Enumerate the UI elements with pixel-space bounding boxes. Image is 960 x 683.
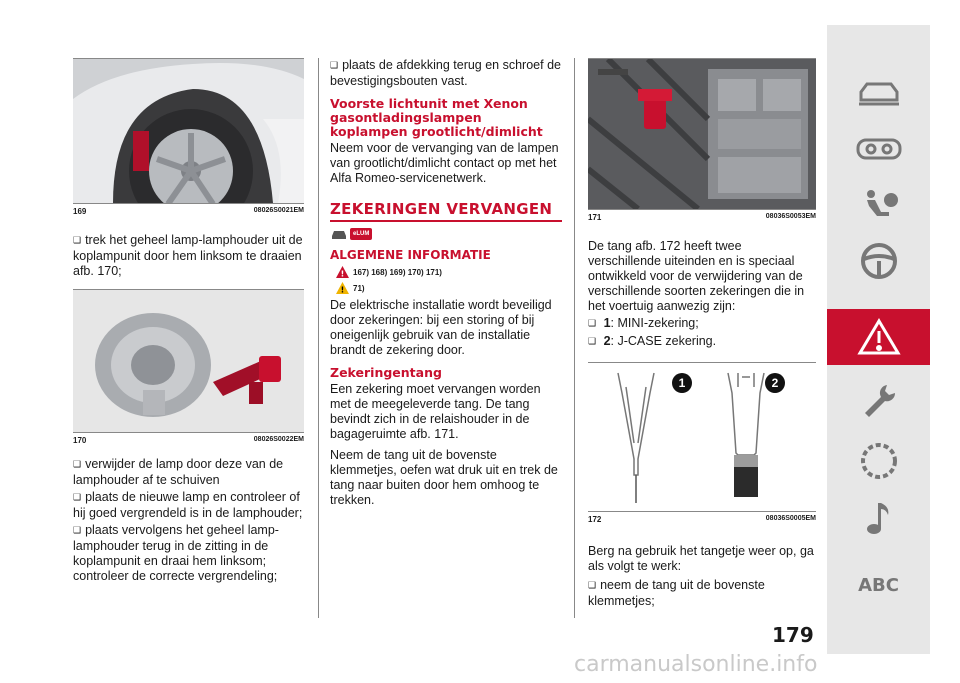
- sidebar-item-dashboard[interactable]: [827, 121, 930, 177]
- general-text: De elektrische installatie wordt beveiligd door zekeringen: bij een storing of bij oneigenlijk gebruik van de installatie brandt de zekering door.: [330, 298, 552, 357]
- figure-number: 172: [588, 515, 602, 524]
- refs-row-1: [336, 266, 562, 278]
- figure-code: 08036S0005EM: [765, 515, 816, 522]
- section-title-text: ZEKERINGEN VERVANGEN: [330, 200, 553, 218]
- abc-icon: ABC: [858, 574, 899, 596]
- page-number: 179: [772, 623, 814, 647]
- elum-row: [330, 228, 562, 240]
- elum-badge: eLUM: [350, 228, 372, 240]
- steering-wheel-icon: [859, 241, 899, 281]
- lamp-holder-illustration: [73, 290, 304, 432]
- caption-171: [588, 213, 816, 222]
- danger-warning-icon: [336, 266, 349, 278]
- sidebar-item-steering[interactable]: [827, 233, 930, 289]
- music-icon: [864, 501, 894, 537]
- sidebar-item-warning[interactable]: [827, 309, 930, 365]
- sidebar-item-car[interactable]: [827, 65, 930, 121]
- caption-170: [73, 436, 304, 445]
- label-2: 2: [765, 373, 785, 393]
- figure-number: 169: [73, 207, 87, 216]
- caution-references: 71): [353, 283, 365, 293]
- tang-heading: Zekeringentang: [330, 365, 442, 380]
- bullet-text: ❑ trek het geheel lamp-lamphouder uit de koplampunit door hem linksom te draaien afb. 170;: [73, 233, 304, 279]
- list-item: ❑ plaats de afdekking terug en schroef de bevestigingsbouten vast.: [330, 58, 562, 89]
- list-item: ❑ plaats vervolgens het geheel lamp-lamphouder terug in de zitting in de koplampunit en draai hem linksom; controleer de correcte vergrendeling;: [73, 523, 304, 584]
- list-item: ❑ plaats de nieuwe lamp en controleer of hij goed vergrendeld is in de lamphouder;: [73, 490, 304, 521]
- list-item: [588, 334, 816, 350]
- figure-172: [588, 362, 816, 512]
- car-icon: [855, 78, 903, 108]
- wheel-arch-illustration: [73, 59, 304, 203]
- tang-intro: De tang afb. 172 heeft twee verschillende uiteinden en is speciaal ontwikkeld voor de verwijdering van de verschillende soorten zekeringen die in het voertuig aanwezig zijn:: [588, 239, 805, 313]
- title-rule: [330, 220, 562, 222]
- tang-text-2: Neem de tang uit de bovenste klemmetjes, oefen wat druk uit en trek de tang naar buiten door hem omhoog te trekken.: [330, 448, 558, 507]
- bullet-list: [73, 457, 304, 584]
- gear-info-icon: [859, 441, 899, 481]
- item-number: 1: [603, 316, 611, 330]
- chapter-sidebar: [827, 25, 930, 654]
- caption-172: [588, 515, 816, 524]
- figure-170: [73, 289, 304, 433]
- caution-warning-icon: [336, 282, 349, 294]
- list-item: [588, 316, 816, 332]
- sidebar-item-wrench[interactable]: [827, 373, 930, 429]
- airbag-icon: [855, 188, 903, 222]
- sidebar-item-abc[interactable]: [827, 557, 930, 613]
- figure-number: 170: [73, 436, 87, 445]
- list-item: ❑ verwijder de lamp door deze van de lamphouder af te schuiven: [73, 457, 304, 488]
- item-text: : MINI-zekering;: [610, 316, 699, 330]
- general-heading: ALGEMENE INFORMATIE: [330, 248, 491, 262]
- svg-text:!: !: [340, 285, 345, 294]
- figure-code: 08026S0022EM: [253, 436, 304, 443]
- svg-text:!: !: [340, 269, 345, 278]
- xenon-text: Neem voor de vervanging van de lampen van grootlicht/dimlicht contact op met het Alfa Romeo-servicenetwerk.: [330, 141, 559, 185]
- sidebar-item-settings[interactable]: [827, 433, 930, 489]
- label-1: 1: [672, 373, 692, 393]
- caption-169: [73, 207, 304, 216]
- car-small-icon: [330, 228, 348, 240]
- list-item: ❑ neem de tang uit de bovenste klemmetjes;: [588, 578, 816, 609]
- item-text: : J-CASE zekering.: [610, 334, 717, 348]
- column-3: [588, 0, 816, 609]
- sidebar-item-airbag[interactable]: [827, 177, 930, 233]
- tang-text-1: Een zekering moet vervangen worden met de meegeleverde tang. De tang bevindt zich in de relaishouder in de bagageruimte afb. 171.: [330, 382, 541, 441]
- section-title: [330, 200, 562, 222]
- warning-icon: [857, 317, 901, 357]
- figure-171: [588, 58, 816, 210]
- sidebar-item-music[interactable]: [827, 491, 930, 547]
- column-divider: [574, 58, 575, 618]
- column-1: [73, 0, 304, 584]
- dashboard-icon: [855, 134, 903, 164]
- fuse-box-illustration: [588, 59, 816, 209]
- column-2: [330, 58, 562, 508]
- watermark: carmanualsonline.info: [574, 652, 818, 677]
- after-text: Berg na gebruik het tangetje weer op, ga als volgt te werk:: [588, 544, 814, 573]
- wrench-icon: [859, 381, 899, 421]
- figure-code: 08036S0053EM: [765, 213, 816, 220]
- figure-number: 171: [588, 213, 602, 222]
- figure-169: [73, 58, 304, 204]
- figure-code: 08026S0021EM: [253, 207, 304, 214]
- warning-references: 167) 168) 169) 170) 171): [353, 267, 442, 277]
- item-number: 2: [603, 334, 611, 348]
- xenon-heading: Voorste lichtunit met Xenon gasontladingslampen koplampen grootlicht/dimlicht: [330, 96, 543, 139]
- refs-row-2: [336, 282, 562, 294]
- column-divider: [318, 58, 319, 618]
